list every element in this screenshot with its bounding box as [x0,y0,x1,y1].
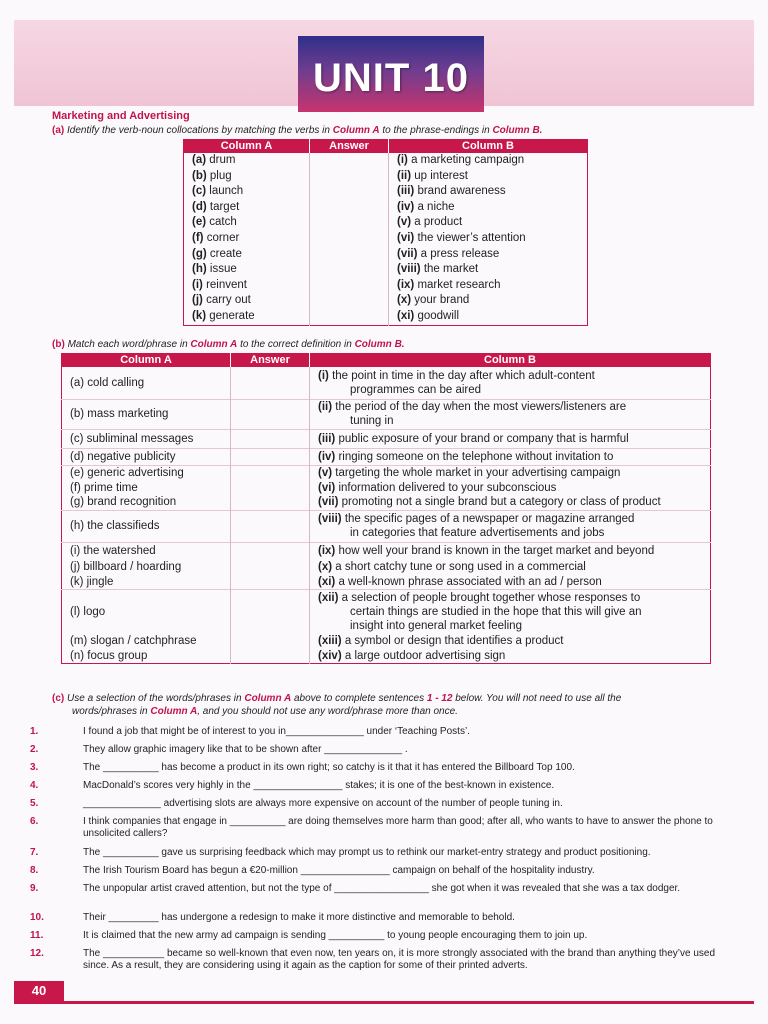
col-b-cell [389,169,588,185]
part-a-col-b-ref: Column B. [492,125,543,136]
part-b-col-a-ref: Column A [190,339,238,350]
term-cell: (i) the watershed [62,542,231,559]
part-c-instruction-text-1: Use a selection of the words/phrases in [67,693,242,704]
sentence-text: The __________ has become a product in its own right; so catchy is it that it has entered the Billboard Top 100. [83,762,575,773]
col-a-cell [184,184,310,200]
col-b-key: (xi) [397,309,415,322]
table-row [62,429,711,448]
col-b-cell [389,200,588,216]
col-a-key: (i) [192,278,203,291]
col-a-key: (e) [192,216,207,229]
sentence-text: The ___________ became so well-known that even now, ten years on, it is more strongly associated with the brand than anything they’ve used since. As a result, they are considering using it again as the caption for some of their printed adverts. [83,948,716,971]
col-a-text: plug [209,169,232,182]
table-row [184,215,588,231]
sentence-text: It is claimed that the new army ad campaign is sending __________ to young people encouraging them to join up. [83,930,588,941]
term-cell: (n) focus group [70,649,148,662]
answer-cell [310,278,389,294]
col-b-cell [389,309,588,325]
sentence-item [30,780,720,792]
part-a-instruction-text-2: to the phrase-endings in [382,125,490,136]
definition-line: programmes can be aired [350,383,482,396]
term-cell: (f) prime time [70,482,138,494]
answer-cell [231,465,310,481]
col-a-text: carry out [206,294,251,307]
term-cell: (j) billboard / hoarding [70,561,182,573]
part-a-label: (a) [52,125,65,136]
answer-header: Answer [310,140,389,154]
col-b-text: brand awareness [417,185,506,198]
part-c-range-ref: 1 - 12 [426,693,453,704]
col-a-cell [184,278,310,294]
part-c-instruction [52,692,732,718]
sentence-number: 8. [30,865,39,876]
term-cell: (c) subliminal messages [62,429,231,448]
unit-title: UNIT 10 [313,56,469,100]
definition-table [61,353,711,664]
definition-line: information delivered to your subconscious [338,482,557,494]
table-row [184,293,588,309]
definition-line: insight into general market feeling [350,619,522,632]
table-row [62,481,711,495]
col-a-key: (d) [192,200,207,213]
sentence-number: 2. [30,744,39,755]
col-a-cell [184,153,310,169]
answer-cell [231,575,310,590]
col-b-text: a press release [420,247,500,260]
definition-cell [310,429,711,448]
col-b-text: the market [423,263,479,276]
term-cell: (d) negative publicity [62,448,231,465]
col-b-key: (vi) [397,231,415,244]
answer-cell [310,231,389,247]
definition-cell [310,399,711,429]
col-a-text: generate [209,309,255,322]
col-a-text: target [209,200,240,213]
col-a-key: (b) [192,169,207,182]
col-b-key: (i) [397,154,408,166]
answer-cell [231,590,310,634]
sentence-item [30,912,720,924]
answer-cell [310,262,389,278]
col-b-cell [389,184,588,200]
definition-cell [310,481,711,495]
term-cell: (k) jingle [70,576,114,588]
col-a-cell [184,293,310,309]
table-row [62,542,711,559]
sentence-item [30,865,720,877]
answer-cell [310,309,389,325]
col-a-key: (k) [192,309,207,322]
definition-cell [310,367,711,399]
sentence-number: 1. [30,726,39,737]
answer-cell [310,247,389,263]
table-row [184,309,588,325]
table-row [62,367,711,399]
definition-key: (xiv) [318,649,342,662]
definition-cell [310,448,711,465]
answer-cell [231,649,310,664]
col-a-cell [184,309,310,325]
definition-cell [310,465,711,481]
table-row [62,559,711,575]
sentence-text: The unpopular artist craved attention, but not the type of _________________ she got when it was revealed that she was a tax dodger. [83,883,681,894]
col-b-header: Column B [389,140,588,154]
col-b-cell [389,153,588,169]
part-c-col-a-ref-2: Column A [150,706,198,717]
table-row [62,590,711,634]
definition-key: (xiii) [318,635,342,647]
answer-cell [310,200,389,216]
col-a-cell [184,262,310,278]
definition-line: certain things are studied in the hope that this will give an [350,605,642,618]
definition-line: how well your brand is known in the target market and beyond [338,544,655,557]
collocation-table [183,139,588,326]
definition-key: (vii) [318,496,339,509]
sentence-number: 5. [30,798,39,809]
sentence-text: Their _________ has undergone a redesign to make it more distinctive and memorable to behold. [83,912,515,923]
col-a-text: drum [209,154,236,166]
answer-cell [231,367,310,399]
answer-cell [310,293,389,309]
definition-line: a short catchy tune or song used in a commercial [335,561,586,573]
col-b-key: (v) [397,216,412,229]
col-a-key: (g) [192,247,207,260]
sentence-number: 4. [30,780,39,791]
answer-cell [231,481,310,495]
col-b-key: (viii) [397,263,421,276]
col-b-cell [389,293,588,309]
page-number: 40 [14,981,64,1001]
answer-cell [231,495,310,510]
part-a-col-a-ref: Column A [332,125,380,136]
col-b-key: (iv) [397,200,415,213]
sentence-item [30,798,720,810]
sentence-number: 10. [30,912,44,923]
sentence-text: The __________ gave us surprising feedback which may prompt us to rethink our market-entry strategy and product positioning. [83,847,651,858]
sentence-item [30,726,720,738]
col-a-header: Column A [62,354,231,368]
definition-line: the point in time in the day after which adult-content [332,369,595,382]
part-c-instruction-text-4: words/phrases in [72,706,148,717]
col-b-cell [389,262,588,278]
col-b-key: (vii) [397,247,418,260]
definition-cell [310,590,711,634]
col-a-key: (c) [192,185,207,198]
definition-line: a symbol or design that identifies a product [344,635,564,647]
term-cell: (l) logo [62,590,231,634]
col-a-header: Column A [184,140,310,154]
definition-line: a selection of people brought together whose responses to [341,591,641,604]
definition-key: (vi) [318,482,336,494]
col-a-text: issue [209,263,237,276]
table-row [62,575,711,590]
definition-line: the specific pages of a newspaper or magazine arranged [344,513,635,525]
table-row [62,495,711,510]
col-b-text: up interest [414,169,468,182]
definition-cell [310,510,711,542]
definition-key: (iii) [318,432,336,445]
sentence-text: MacDonald’s scores very highly in the ________________ stakes; it is one of the best-known in existence. [83,780,555,791]
col-b-text: the viewer’s attention [417,231,526,244]
definition-key: (viii) [318,513,342,525]
col-b-key: (ii) [397,169,412,182]
part-c-instruction-text-2: above to complete sentences [293,693,425,704]
col-a-cell [184,231,310,247]
sentence-text: They allow graphic imagery like that to be shown after ______________ . [83,744,408,755]
definition-line: a large outdoor advertising sign [344,649,506,662]
term-cell: (g) brand recognition [70,496,177,509]
unit-title-banner [298,36,484,112]
col-b-cell [389,278,588,294]
table-row [184,184,588,200]
sentence-number: 11. [30,930,44,941]
answer-header: Answer [231,354,310,368]
col-a-key: (f) [192,231,204,244]
sentence-number: 6. [30,816,39,827]
term-cell: (m) slogan / catchphrase [70,635,197,647]
answer-cell [231,634,310,649]
sentence-text: I found a job that might be of interest to you in______________ under ‘Teaching Posts’. [83,726,470,737]
answer-cell [310,153,389,169]
definition-line: a well-known phrase associated with an ad / person [338,576,602,588]
sentence-item [30,948,720,972]
table-row [184,200,588,216]
answer-cell [310,184,389,200]
col-a-cell [184,169,310,185]
part-c-instruction-text-3: below. You will not need to use all the [455,693,622,704]
col-b-cell [389,247,588,263]
table-row [184,262,588,278]
col-b-key: (iii) [397,185,415,198]
col-a-key: (j) [192,294,203,307]
col-a-text: create [209,247,242,260]
definition-line: targeting the whole market in your advertising campaign [335,467,621,480]
definition-line: public exposure of your brand or company that is harmful [338,432,629,445]
term-cell: (a) cold calling [70,376,145,389]
sentence-item [30,816,720,840]
definition-key: (x) [318,561,333,573]
sentence-number: 12. [30,948,44,959]
definition-line: promoting not a single brand but a category or class of product [341,496,661,509]
table-row [184,231,588,247]
sentence-number: 3. [30,762,39,773]
col-b-text: market research [417,278,501,291]
definition-line: the period of the day when the most viewers/listeners are [335,401,627,413]
col-b-text: a niche [417,200,455,213]
sentence-text: The Irish Tourism Board has begun a €20-million ________________ campaign on behalf of the hospitality industry. [83,865,595,876]
col-a-cell [184,247,310,263]
part-b-col-b-ref: Column B. [354,339,405,350]
definition-key: (ii) [318,401,333,413]
col-b-text: your brand [414,294,470,307]
table-row [184,169,588,185]
definition-key: (v) [318,467,333,480]
col-a-key: (a) [192,154,207,166]
col-a-text: launch [209,185,244,198]
col-b-text: a marketing campaign [411,154,525,166]
col-a-text: reinvent [206,278,247,291]
answer-cell [310,215,389,231]
definition-line: tuning in [350,415,394,427]
part-c-instruction-text-5: , and you should not use any word/phrase more than once. [197,706,458,717]
term-cell: (e) generic advertising [62,465,231,481]
part-a-instruction-text-1: Identify the verb-noun collocations by matching the verbs in [67,125,330,136]
answer-cell [231,510,310,542]
table-row [184,247,588,263]
definition-line: ringing someone on the telephone without invitation to [338,450,614,463]
part-c-col-a-ref: Column A [244,693,292,704]
definition-cell [310,495,711,510]
table-row [184,153,588,169]
table-row [62,634,711,649]
col-a-text: catch [209,216,237,229]
definition-key: (ix) [318,544,336,557]
table-row [62,649,711,664]
sentence-number: 7. [30,847,39,858]
answer-cell [231,429,310,448]
col-b-cell [389,231,588,247]
definition-cell [310,634,711,649]
col-b-key: (x) [397,294,412,307]
part-c-label: (c) [52,693,65,704]
col-a-text: corner [206,231,240,244]
sentence-item [30,930,720,942]
definition-cell [310,649,711,664]
table-row [62,465,711,481]
col-a-cell [184,215,310,231]
table-row [62,448,711,465]
sentence-item [30,744,720,756]
col-a-cell [184,200,310,216]
answer-cell [231,542,310,559]
part-b-instruction-text-1: Match each word/phrase in [67,339,188,350]
term-cell: (b) mass marketing [62,399,231,429]
table-row [184,278,588,294]
section-title: Marketing and Advertising [52,110,190,122]
part-b-label: (b) [52,339,65,350]
sentence-text: ______________ advertising slots are always more expensive on account of the number of people tuning in. [83,798,563,809]
sentence-item [30,883,720,895]
sentence-item [30,762,720,774]
table-row [62,510,711,542]
term-cell: (h) the classifieds [62,510,231,542]
part-a-instruction [52,125,542,136]
col-b-key: (ix) [397,278,415,291]
col-b-cell [389,215,588,231]
answer-cell [231,559,310,575]
sentence-text: I think companies that engage in __________ are doing themselves more harm than good; after all, who wants to have to answer the phone to unsolicited callers? [83,816,713,839]
definition-cell [310,542,711,559]
part-b-instruction-text-2: to the correct definition in [240,339,352,350]
definition-line: in categories that feature advertisements and jobs [350,527,605,539]
part-b-instruction [52,339,405,350]
col-b-text: goodwill [417,309,460,322]
definition-cell [310,559,711,575]
definition-cell [310,575,711,590]
definition-key: (xii) [318,591,339,604]
answer-cell [231,399,310,429]
sentence-item [30,847,720,859]
sentence-number: 9. [30,883,39,894]
table-row [62,399,711,429]
col-b-header: Column B [310,354,711,368]
definition-key: (iv) [318,450,336,463]
col-a-key: (h) [192,263,207,276]
footer-rule [14,1001,754,1004]
definition-key: (xi) [318,576,336,588]
answer-cell [231,448,310,465]
definition-key: (i) [318,369,329,382]
answer-cell [310,169,389,185]
col-b-text: a product [414,216,463,229]
